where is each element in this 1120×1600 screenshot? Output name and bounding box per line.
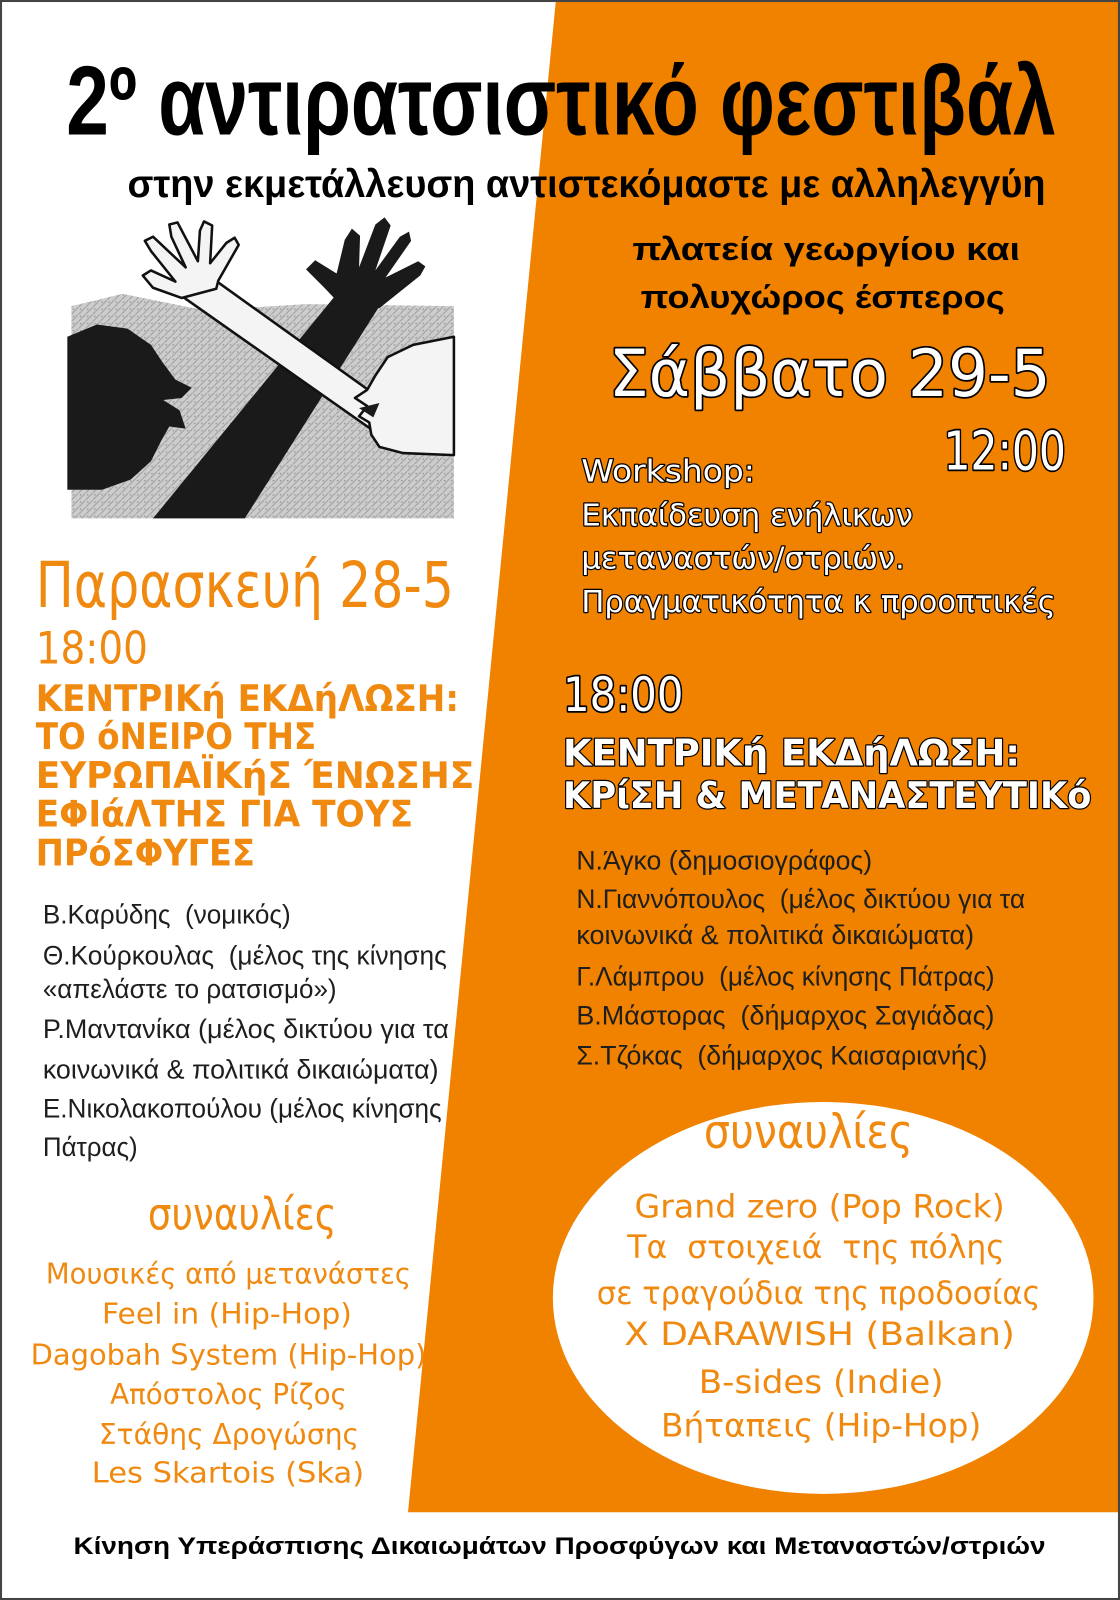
workshop-time: 12:00	[943, 420, 1066, 483]
friday-concert: Les Skartois (Ska)	[91, 1455, 365, 1490]
saturday-concert: σε τραγούδια της προδοσίας	[596, 1276, 1041, 1313]
saturday-date: Σάββατο 29-5	[608, 335, 1051, 412]
friday-main-event-line: ΤΟ όΝΕΙΡΟ ΤΗΣ	[35, 714, 317, 758]
saturday-concert: Βήταπεις (Hip-Hop)	[660, 1408, 982, 1445]
friday-concert: Dagobah System (Hip-Hop)	[30, 1337, 427, 1372]
friday-concerts-heading: συναυλίες	[147, 1187, 337, 1241]
saturday-main-event-line: ΚΕΝΤΡΙΚή ΕΚΔήΛΩΣΗ:	[563, 731, 1021, 775]
saturday-speaker: κοινωνικά & πολιτικά δικαιώματα)	[576, 919, 975, 950]
saturday-concerts-heading: συναυλίες	[703, 1104, 913, 1160]
festival-subtitle: στην εκμετάλλευση αντιστεκόμαστε με αλληλεγγύη	[127, 162, 1046, 206]
friday-main-event-line: ΕΦΙάΛΤΗΣ ΓΙΑ ΤΟΥΣ	[35, 792, 414, 836]
workshop-line: Πραγματικότητα κ προοπτικές	[581, 585, 1056, 621]
friday-main-event-line: ΚΕΝΤΡΙΚή ΕΚΔήΛΩΣΗ:	[35, 677, 460, 721]
friday-speaker: «απελάστε το ρατσισμό»)	[42, 973, 337, 1004]
friday-speaker: Ε.Νικολακοπούλου (μέλος κίνησης	[42, 1093, 442, 1124]
saturday-speaker: Ν.Γιαννόπουλος (μέλος δικτύου για τα	[576, 884, 1026, 915]
organizer-footer: Κίνηση Υπεράσπισης Δικαιωμάτων Προσφύγων και Μεταναστών/στριών	[73, 1533, 1046, 1561]
friday-main-event-line: ΕΥΡΩΠΑΪΚήΣ ΈΝΩΣΗΣ	[35, 753, 485, 797]
saturday-main-event-line: ΚΡίΣΗ & ΜΕΤΑΝΑΣΤΕΥΤΙΚό	[563, 774, 1092, 818]
friday-concert: Στάθης Δρογώσης	[98, 1416, 360, 1451]
saturday-concert: X DARAWISH (Balkan)	[624, 1316, 1015, 1353]
festival-title: 2º αντιρατσιστικό φεστιβάλ	[66, 45, 1056, 156]
venue-line-2: πολυχώρος έσπερος	[640, 278, 1005, 316]
friday-concert: Feel in (Hip-Hop)	[102, 1296, 352, 1331]
saturday-concert: B-sides (Indie)	[698, 1364, 944, 1401]
saturday-concert: Τα στοιχειά της πόλης	[626, 1230, 1005, 1267]
friday-speaker: Πάτρας)	[42, 1132, 138, 1163]
workshop-line: μεταναστών/στριών.	[581, 541, 905, 577]
friday-speaker: Ρ.Μαντανίκα (μέλος δικτύου για τα	[42, 1013, 449, 1044]
saturday-concert: Grand zero (Pop Rock)	[634, 1189, 1005, 1226]
workshop-line: Workshop:	[581, 454, 755, 490]
workshop-line: Εκπαίδευση ενήλικων	[581, 498, 913, 534]
saturday-speaker: Γ.Λάμπρου (μέλος κίνησης Πάτρας)	[576, 961, 995, 992]
friday-main-time: 18:00	[35, 621, 148, 675]
saturday-main-time: 18:00	[563, 668, 684, 724]
saturday-speaker: Ν.Άγκο (δημοσιογράφος)	[576, 845, 873, 876]
friday-date: Παρασκευή 28-5	[35, 548, 454, 623]
saturday-speaker: Σ.Τζόκας (δήμαρχος Καισαριανής)	[576, 1040, 988, 1071]
venue-line-1: πλατεία γεωργίου και	[632, 230, 1021, 268]
friday-concert: Μουσικές από μετανάστες	[45, 1256, 412, 1291]
friday-main-event-line: ΠΡόΣΦΥΓΕΣ	[35, 831, 256, 875]
friday-speaker: Θ.Κούρκουλας (μέλος της κίνησης	[42, 940, 447, 971]
friday-concert: Απόστολος Ρίζος	[110, 1377, 347, 1412]
friday-speaker: Β.Καρύδης (νομικός)	[42, 899, 291, 930]
friday-speaker: κοινωνικά & πολιτικά δικαιώματα)	[42, 1054, 439, 1085]
saturday-speaker: Β.Μάστορας (δήμαρχος Σαγιάδας)	[576, 1000, 995, 1031]
